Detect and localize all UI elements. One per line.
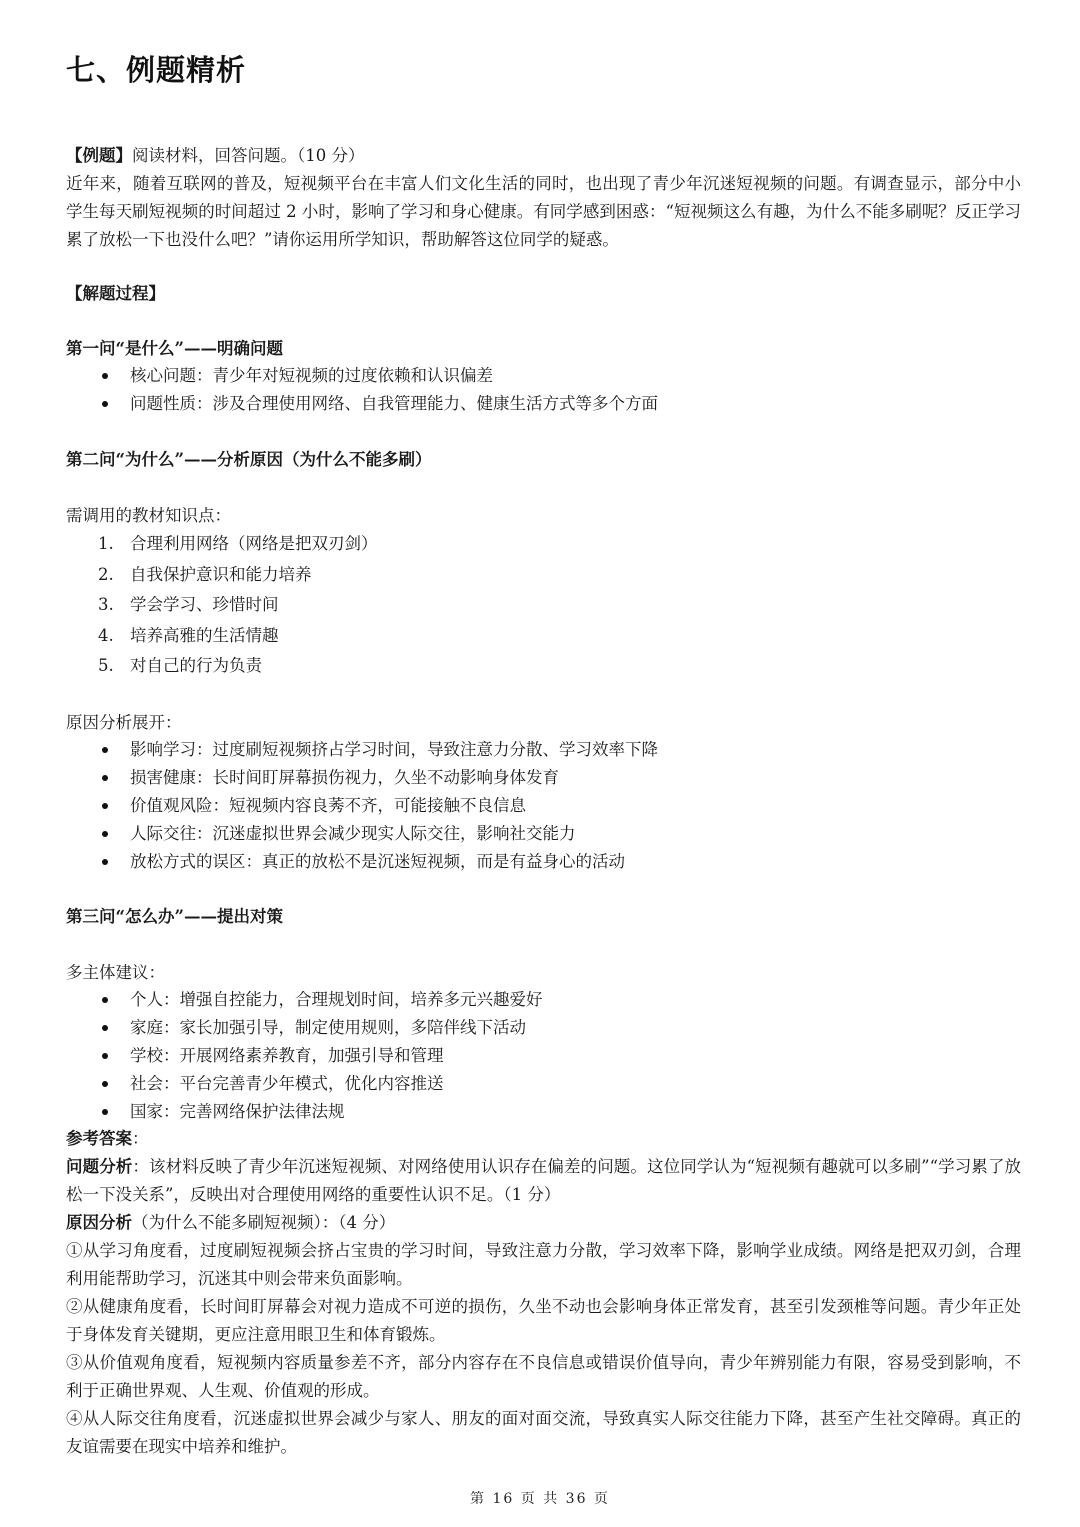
list-item: 放松方式的误区：真正的放松不是沉迷短视频，而是有益身心的活动 <box>66 848 658 876</box>
item-number: 4. <box>98 625 114 645</box>
page-number: 第 16 页 共 36 页 <box>470 1491 610 1507</box>
problem-text: ：该材料反映了青少年沉迷短视频、对网络使用认识存在偏差的问题。这位同学认为“短视频有趣就可以多刷”“学习累了放松一下没关系”，反映出对合理使用网络的重要性认识不足。（1 分） <box>66 1157 1022 1204</box>
process-heading: 【解题过程】 <box>66 284 165 303</box>
analysis-list <box>66 736 658 876</box>
list-item: 家庭：家长加强引导，制定使用规则，多陪伴线下活动 <box>66 1014 543 1042</box>
item-text: 自我保护意识和能力培养 <box>130 564 312 584</box>
list-item: 损害健康：长时间盯屏幕损伤视力，久坐不动影响身体发育 <box>66 764 658 792</box>
list-item: 核心问题：青少年对短视频的过度依赖和认识偏差 <box>66 362 658 390</box>
example-prompt: 阅读材料，回答问题。（10 分） <box>132 146 365 165</box>
analysis-label: 原因分析展开： <box>66 713 182 732</box>
answer-point: ①从学习角度看，过度刷短视频会挤占宝贵的学习时间，导致注意力分散，学习效率下降，影响学业成绩。网络是把双刃剑，合理利用能帮助学习，沉迷其中则会带来负面影响。 <box>66 1241 1021 1288</box>
item-text: 学会学习、珍惜时间 <box>130 595 279 614</box>
example-intro <box>66 142 365 170</box>
problem-analysis <box>66 1153 1021 1209</box>
suggest-list <box>66 986 543 1126</box>
problem-label: 问题分析 <box>66 1157 133 1176</box>
answer-point: ②从健康角度看，长时间盯屏幕会对视力造成不可逆的损伤，久坐不动也会影响身体正常发育，甚至引发颈椎等问题。青少年正处于身体发育关键期，更应注意用眼卫生和体育锻炼。 <box>66 1297 1021 1344</box>
q2-heading: 第二问“为什么”——分析原因（为什么不能多刷） <box>66 450 432 469</box>
list-item <box>66 590 378 621</box>
item-number: 1. <box>98 534 114 553</box>
cause-analysis <box>66 1209 395 1237</box>
list-item: 问题性质：涉及合理使用网络、自我管理能力、健康生活方式等多个方面 <box>66 390 658 418</box>
suggest-label: 多主体建议： <box>66 963 165 982</box>
section-title: 七、例题精析 <box>66 53 247 87</box>
list-item: 社会：平台完善青少年模式，优化内容推送 <box>66 1070 543 1098</box>
q3-heading: 第三问“怎么办”——提出对策 <box>66 907 283 926</box>
item-text: 对自己的行为负责 <box>130 656 262 675</box>
list-item: 价值观风险：短视频内容良莠不齐，可能接触不良信息 <box>66 792 658 820</box>
item-number: 3. <box>98 595 114 614</box>
list-item: 个人：增强自控能力，合理规划时间，培养多元兴趣爱好 <box>66 986 543 1014</box>
knowledge-list <box>66 529 378 682</box>
list-item <box>66 560 378 591</box>
list-item: 影响学习：过度刷短视频挤占学习时间，导致注意力分散、学习效率下降 <box>66 736 658 764</box>
item-number: 5. <box>98 656 114 675</box>
list-item <box>66 529 378 560</box>
answer-label: 参考答案 <box>66 1129 132 1148</box>
list-item <box>66 621 378 652</box>
answer-point: ③从价值观角度看，短视频内容质量参差不齐，部分内容存在不良信息或错误价值导向，青少年辨别能力有限，容易受到影响，不利于正确世界观、人生观、价值观的形成。 <box>66 1353 1021 1400</box>
item-number: 2. <box>98 564 114 584</box>
example-material: 近年来，随着互联网的普及，短视频平台在丰富人们文化生活的同时，也出现了青少年沉迷短视频的问题。有调查显示，部分中小学生每天刷短视频的时间超过 2 小时，影响了学习和身心健康。有同学感到困惑：“短视频这么有趣，为什么不能多刷呢？反正学习累了放松一下也没什么吧？”请你运用所学知识，帮助解答这位同学的疑惑。 <box>66 174 1021 249</box>
item-text: 培养高雅的生活情趣 <box>130 625 279 645</box>
item-text: 合理利用网络（网络是把双刃剑） <box>130 534 378 553</box>
q1-heading: 第一问“是什么”——明确问题 <box>66 339 283 358</box>
answer-colon: ： <box>132 1129 149 1148</box>
answer-label-line <box>66 1125 149 1153</box>
list-item: 人际交往：沉迷虚拟世界会减少现实人际交往，影响社交能力 <box>66 820 658 848</box>
cause-text: （为什么不能多刷短视频）：（4 分） <box>132 1213 396 1232</box>
list-item <box>66 651 378 682</box>
answer-point: ④从人际交往角度看，沉迷虚拟世界会减少与家人、朋友的面对面交流，导致真实人际交往能力下降，甚至产生社交障碍。真正的友谊需要在现实中培养和维护。 <box>66 1409 1021 1456</box>
example-tag: 【例题】 <box>66 146 132 165</box>
list-item: 学校：开展网络素养教育，加强引导和管理 <box>66 1042 543 1070</box>
knowledge-label: 需调用的教材知识点： <box>66 506 231 525</box>
list-item: 国家：完善网络保护法律法规 <box>66 1098 543 1126</box>
q1-list <box>66 362 658 418</box>
cause-label: 原因分析 <box>66 1213 132 1232</box>
